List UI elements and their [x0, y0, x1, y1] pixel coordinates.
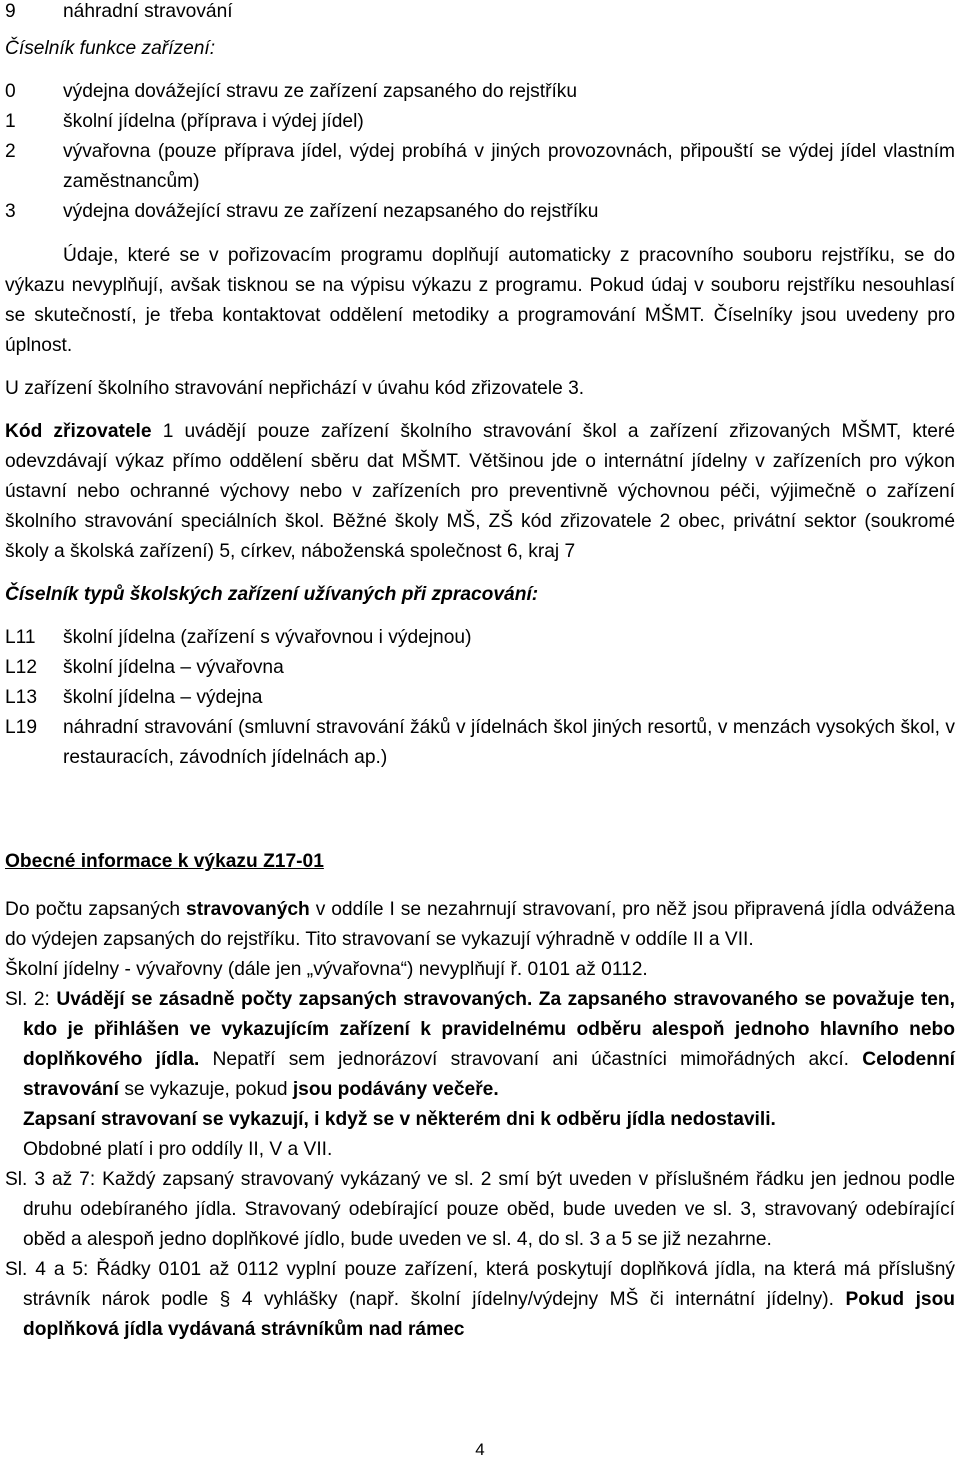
func-list-desc: školní jídelna (příprava i výdej jídel) [63, 111, 364, 132]
general-p1-c: v oddíle I se nezahrnují stravovaní, pro něž jsou připravená jídla odvážena do výdejen zapsaných do rejstříku. Tito stravovaní se vykazují výhradně v oddíle II a VII. [5, 899, 955, 950]
general-p1-a: Do počtu zapsaných [5, 899, 187, 920]
type-list-item [5, 683, 955, 713]
type-list-desc: školní jídelna (zařízení s vývařovnou i výdejnou) [63, 627, 472, 648]
sl2-bold-3: jsou podávány večeře. [292, 1079, 499, 1100]
type-list-item [5, 623, 955, 653]
section-text: náhradní stravování [63, 1, 233, 22]
sl2-text-3: Obdobné platí i pro oddíly II, V a VII. [23, 1139, 333, 1160]
type-list [5, 623, 955, 773]
func-list-title: Číselník funkce zařízení: [5, 38, 216, 59]
document-page [5, 0, 955, 1345]
func-list-desc: vývařovna (pouze příprava jídel, výdej probíhá v jiných provozovnách, připouští se výdej jídel vlastním zaměstnancům) [63, 141, 955, 192]
sl2-lead: Sl. 2: [5, 989, 57, 1010]
type-list-desc: náhradní stravování (smluvní stravování žáků v jídelnách škol jiných resortů, v menzách vysokých škol, v restauracích, závodních jídelnách ap.) [63, 717, 955, 768]
sl2-text-1: Nepatří sem jednorázoví stravovaní ani účastníci mimořádných akcí. [199, 1049, 863, 1070]
type-list-item [5, 713, 955, 773]
kod-zrizovatele-text: 1 uvádějí pouze zařízení školního stravování škol a zařízení zřizovaných MŠMT, které odevzdávají výkaz přímo oddělení sběru dat MŠMT. Většinou jde o internátní jídelny v zařízeních pro výkon ústavní nebo ochranné výchovy nebo v zařízeních pro preventivně výchovnou péči, výjimečně o zařízení školního stravování speciálních škol. Běžné školy MŠ, ZŠ kód zřizovatele 2 obec, privátní sektor (soukromé školy a školská zařízení) 5, církev, náboženská společnost 6, kraj 7 [5, 421, 955, 562]
sl37-paragraph: Sl. 3 až 7: Každý zapsaný stravovaný vykázaný ve sl. 2 smí být uveden v příslušném řádku jen jednou podle druhu odebíraného jídla. Stravovaný odebírající pouze oběd, bude uveden ve sl. 3, stravovaný odebírající oběd a alespoň jedno doplňkové jídlo, bude uveden ve sl. 4, do sl. 3 a 5 se již nezahrne. [5, 1169, 955, 1250]
sl2-bold-2: Celodenní stravování [23, 1049, 955, 1100]
type-list-code: L11 [5, 627, 36, 648]
general-p1-b: stravovaných [186, 899, 310, 920]
func-list-desc: výdejna dovážející stravu ze zařízení nezapsaného do rejstříku [63, 201, 599, 222]
func-list-item [5, 137, 955, 197]
note-auto-text: Údaje, které se v pořizovacím programu doplňují automaticky z pracovního souboru rejstříku, se do výkazu nevyplňují, avšak tisknou se na výpisu výkazu z programu. Pokud údaj v souboru rejstříku nesouhlasí se skutečností, je třeba kontaktovat oddělení metodiky a programování MŠMT. Číselníky jsou uvedeny pro úplnost. [5, 245, 955, 356]
type-list-desc: školní jídelna – výdejna [63, 687, 263, 708]
func-list-code: 3 [5, 201, 16, 222]
sl2-bold-4: Zapsaní stravovaní se vykazují, i když se v některém dni k odběru jídla nedostavili. [23, 1109, 776, 1130]
func-list-item [5, 197, 955, 227]
sl45-text: Sl. 4 a 5: Řádky 0101 až 0112 vyplní pouze zařízení, která poskytují doplňková jídla, na která má příslušný strávník nárok podle § 4 vyhlášky (např. školní jídelny/výdejny MŠ či internátní jídelny). [5, 1259, 955, 1310]
func-list-code: 1 [5, 111, 16, 132]
func-list-code: 0 [5, 81, 16, 102]
section-heading [5, 0, 955, 27]
general-p2: Školní jídelny - vývařovny (dále jen „vývařovna“) nevyplňují ř. 0101 až 0112. [5, 959, 648, 980]
sl45-paragraph [5, 1255, 955, 1345]
general-p1 [5, 895, 955, 955]
sl2-paragraph [5, 985, 955, 1105]
kod-zrizovatele-lead: Kód zřizovatele [5, 421, 152, 442]
func-list-item [5, 77, 955, 107]
func-list-item [5, 107, 955, 137]
kod-zrizovatele-paragraph [5, 417, 955, 567]
type-list-code: L19 [5, 717, 38, 738]
page-number: 4 [475, 1440, 485, 1459]
note-auto-paragraph [5, 241, 955, 361]
general-title: Obecné informace k výkazu Z17-01 [5, 851, 324, 872]
type-list-code: L12 [5, 657, 38, 678]
func-list-desc: výdejna dovážející stravu ze zařízení zapsaného do rejstříku [63, 81, 578, 102]
section-number: 9 [5, 1, 16, 22]
type-list-code: L13 [5, 687, 38, 708]
sl2-text-2: se vykazuje, pokud [118, 1079, 293, 1100]
type-list-desc: školní jídelna – vývařovna [63, 657, 284, 678]
sl45-bold: Pokud jsou doplňková jídla vydávaná strávníkům nad rámec [23, 1289, 956, 1340]
func-list [5, 77, 955, 227]
func-list-code: 2 [5, 141, 16, 162]
types-title: Číselník typů školských zařízení užívaných při zpracování: [5, 584, 539, 605]
sl2-bold-1: Uvádějí se zásadně počty zapsaných stravovaných. Za zapsaného stravovaného se považuje ten, kdo je přihlášen ve vykazujícím zařízení k pravidelnému odběru alespoň jednoho hlavního nebo doplňkového jídla. [23, 989, 955, 1070]
type-list-item [5, 653, 955, 683]
note-zrizovatel3: U zařízení školního stravování nepřichází v úvahu kód zřizovatele 3. [5, 378, 585, 399]
